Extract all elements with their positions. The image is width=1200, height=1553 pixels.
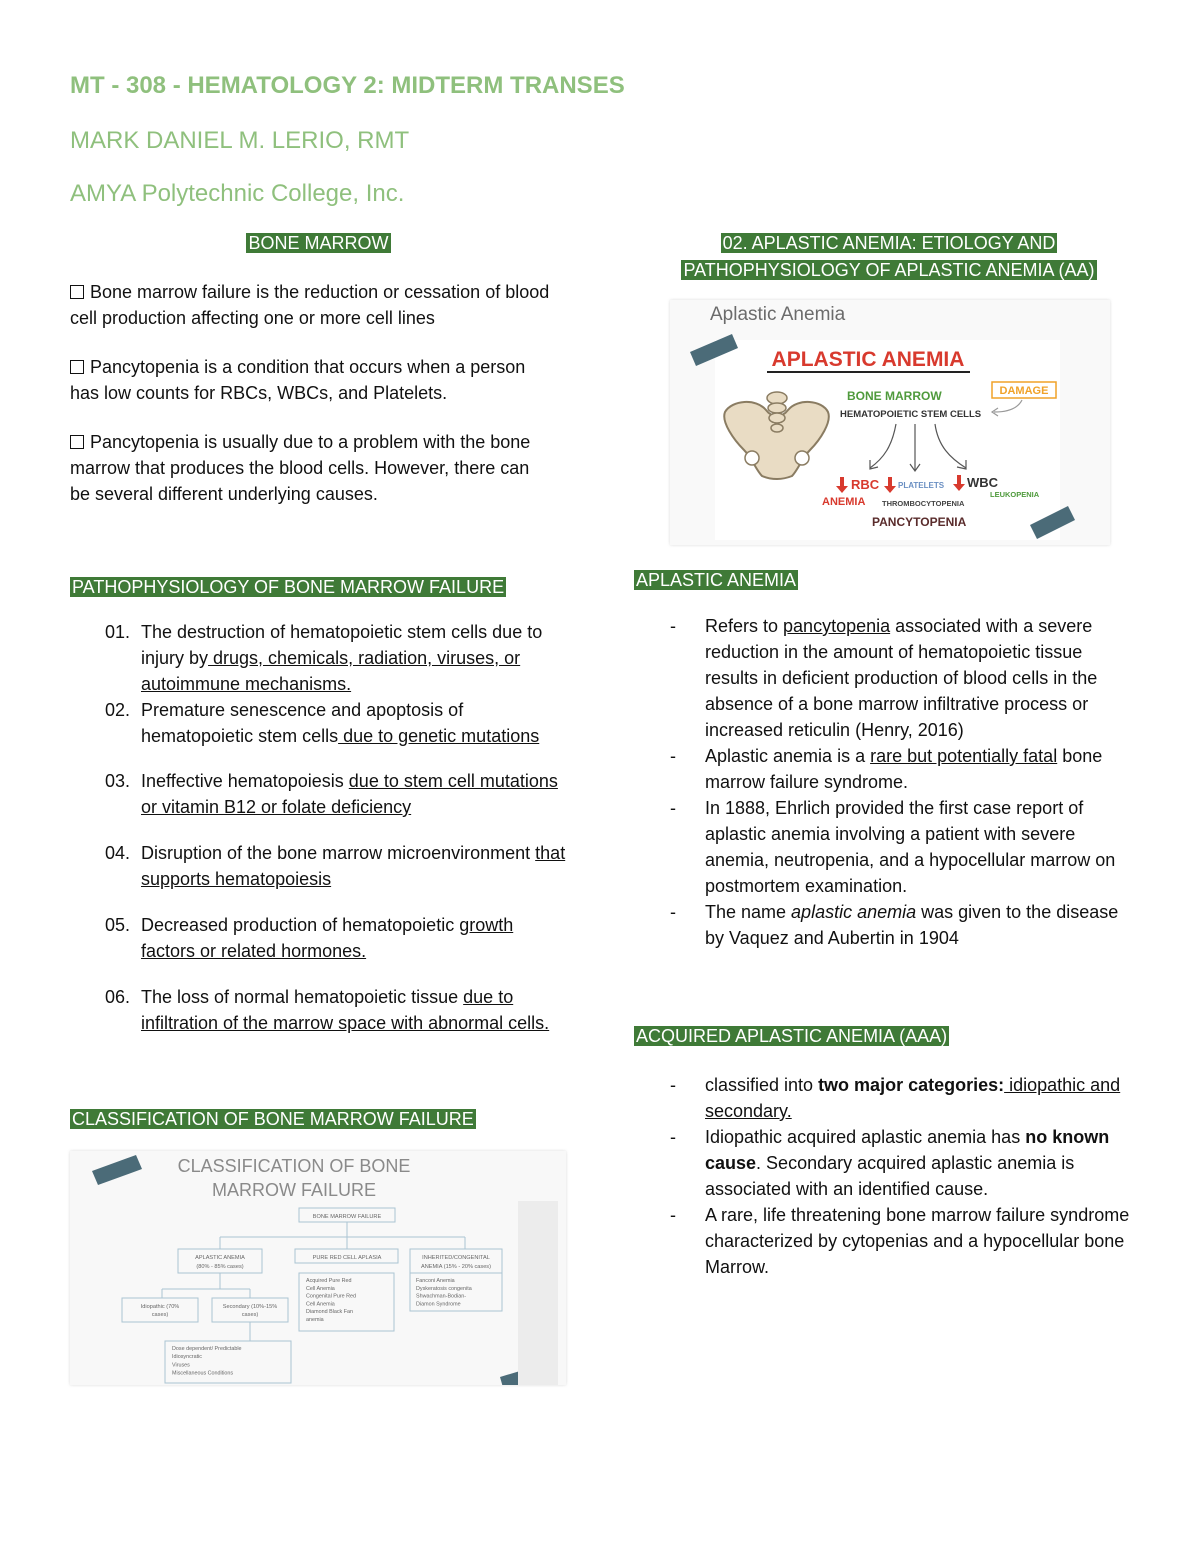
- diagram-list-item: Fanconi Anemia: [416, 1278, 455, 1284]
- diagram-list-item: Dose dependent/ Predictable: [172, 1346, 242, 1352]
- platelets-label: PLATELETS: [898, 481, 945, 490]
- prca-label: PURE RED CELL APLASIA: [312, 1255, 382, 1261]
- acquired-heading-row: [634, 1024, 949, 1048]
- etiology-heading-line2: PATHOPHYSIOLOGY OF APLASTIC ANEMIA (AA): [683, 260, 1095, 280]
- root-label: BONE MARROW FAILURE: [312, 1214, 382, 1220]
- aa-big-title: APLASTIC ANEMIA: [771, 348, 965, 371]
- list-item: - A rare, life threatening bone marrow failure syndrome characterized by cytopenias and a hypocellular bone Marrow.: [634, 1202, 1134, 1280]
- leukopenia-label: LEUKOPENIA: [990, 490, 1040, 499]
- list-item: - Aplastic anemia is a rare but potentially fatal bone marrow failure syndrome.: [634, 743, 1134, 795]
- aplastic-heading: APLASTIC ANEMIA: [636, 570, 797, 590]
- aplastic-anemia-diagram: [670, 300, 1110, 545]
- hsc-label: HEMATOPOIETIC STEM CELLS: [840, 409, 982, 420]
- acquired-heading: ACQUIRED APLASTIC ANEMIA (AAA): [636, 1026, 948, 1046]
- aplastic-heading-row: [634, 568, 798, 592]
- thrombocytopenia-label: THROMBOCYTOPENIA: [882, 499, 965, 508]
- secondary-label: Secondary (10%-15%: [222, 1304, 278, 1310]
- list-item: 06. The loss of normal hematopoietic tissue due to infiltration of the marrow space with abnormal cells.: [105, 987, 550, 1033]
- anemia-label: ANEMIA: [822, 496, 866, 508]
- author-name: MARK DANIEL M. LERIO, RMT: [70, 127, 410, 154]
- diagram-list-item: Viruses: [172, 1362, 190, 1369]
- aplastic-list: [634, 613, 1134, 951]
- etiology-heading-line1: 02. APLASTIC ANEMIA: ETIOLOGY AND: [722, 233, 1056, 253]
- idiopathic-label-2: cases): [151, 1312, 169, 1318]
- etiology-heading-block: [634, 231, 1144, 285]
- classification-diagram: [70, 1151, 566, 1385]
- classification-heading-row: [70, 1107, 476, 1131]
- fig-title-line2: MARROW FAILURE: [211, 1180, 377, 1200]
- patho-list: [70, 619, 570, 1036]
- list-item: - classified into two major categories: idiopathic and secondary.: [634, 1072, 1134, 1124]
- bone-marrow-para-3: Pancytopenia is usually due to a problem with the bone marrow that produces the blood cells. However, there can be several different underlying causes.: [70, 432, 531, 504]
- list-item: 04. Disruption of the bone marrow microenvironment that supports hematopoiesis: [105, 843, 566, 889]
- wbc-label: WBC: [967, 475, 999, 490]
- diagram-list-item: Cell Anemia: [306, 1301, 335, 1308]
- acquired-list: [634, 1072, 1134, 1280]
- list-item: 03. Ineffective hematopoiesis due to stem cell mutations or vitamin B12 or folate deficiency: [105, 771, 558, 817]
- bone-marrow-para-2: Pancytopenia is a condition that occurs when a person has low counts for RBCs, WBCs, and Platelets.: [70, 357, 526, 403]
- classification-figure: [70, 1151, 566, 1385]
- damage-label: DAMAGE: [999, 385, 1049, 397]
- bone-marrow-label: BONE MARROW: [847, 389, 942, 403]
- fig-title-line1: CLASSIFICATION OF BONE: [177, 1156, 411, 1176]
- diagram-list-item: Cell Anemia: [306, 1285, 335, 1292]
- list-item: 05. Decreased production of hematopoietic growth factors or related hormones.: [105, 915, 514, 961]
- diagram-list-item: Miscellaneous Conditions: [172, 1370, 234, 1377]
- diagram-list-item: Diamond Black Fan: [306, 1309, 354, 1316]
- patho-heading-row: [70, 575, 506, 599]
- diagram-list-item: Idiosyncratic: [172, 1354, 202, 1361]
- diagram-list-item: Dyskeratosis congenita: [416, 1285, 472, 1292]
- bone-marrow-para-1: Bone marrow failure is the reduction or cessation of blood cell production affecting one or more cell lines: [70, 282, 550, 328]
- bone-marrow-heading-row: [70, 231, 567, 255]
- bone-marrow-heading: BONE MARROW: [248, 233, 389, 253]
- checkbox-icon: [70, 435, 84, 449]
- idiopathic-label: Idiopathic (70%: [140, 1304, 180, 1310]
- list-item: - Idiopathic acquired aplastic anemia has no known cause. Secondary acquired aplastic anemia is associated with an identified cause.: [634, 1124, 1134, 1202]
- diagram-list-item: Acquired Pure Red: [306, 1278, 352, 1284]
- pancytopenia-label: PANCYTOPENIA: [872, 515, 967, 529]
- list-item: - The name aplastic anemia was given to the disease by Vaquez and Aubertin in 1904: [634, 899, 1134, 951]
- bone-marrow-section: [70, 279, 550, 507]
- patho-heading: PATHOPHYSIOLOGY OF BONE MARROW FAILURE: [72, 577, 505, 597]
- slide-edge-shade: [518, 1201, 558, 1385]
- aplastic-anemia-figure: [670, 300, 1110, 545]
- secondary-label-2: cases): [241, 1312, 259, 1318]
- diagram-list-item: Shwachman-Bodian-: [416, 1293, 467, 1300]
- classification-heading: CLASSIFICATION OF BONE MARROW FAILURE: [72, 1109, 474, 1129]
- checkbox-icon: [70, 285, 84, 299]
- diagram-list-item: Diamon Syndrome: [416, 1301, 461, 1308]
- inherited-label: INHERITED/CONGENITAL: [422, 1255, 490, 1261]
- list-item: 01. The destruction of hematopoietic stem cells due to injury by drugs, chemicals, radiation, viruses, or autoimmune mechanisms.: [105, 622, 543, 694]
- aa-label-2: (80% - 85% cases): [196, 1264, 244, 1270]
- list-item: 02. Premature senescence and apoptosis of hematopoietic stem cells due to genetic mutations: [105, 700, 540, 746]
- diagram-list-item: Congenital Pure Red: [306, 1293, 357, 1300]
- list-item: - Refers to pancytopenia associated with a severe reduction in the amount of hematopoietic tissue results in deficient production of blood cells in the absence of a bone marrow infiltrative process or increased reticulin (Henry, 2016): [634, 613, 1134, 743]
- course-title: MT - 308 - HEMATOLOGY 2: MIDTERM TRANSES: [70, 72, 625, 99]
- inherited-label-2: ANEMIA (15% - 20% cases): [421, 1264, 491, 1270]
- aa-label: APLASTIC ANEMIA: [195, 1255, 245, 1261]
- list-item: - In 1888, Ehrlich provided the first case report of aplastic anemia involving a patient with severe anemia, neutropenia, and a hypocellular marrow on postmortem examination.: [634, 795, 1134, 899]
- diagram-list-item: anemia: [306, 1317, 324, 1323]
- slide-title: Aplastic Anemia: [710, 304, 846, 325]
- school-name: AMYA Polytechnic College, Inc.: [70, 180, 405, 207]
- rbc-label: RBC: [851, 477, 880, 492]
- checkbox-icon: [70, 360, 84, 374]
